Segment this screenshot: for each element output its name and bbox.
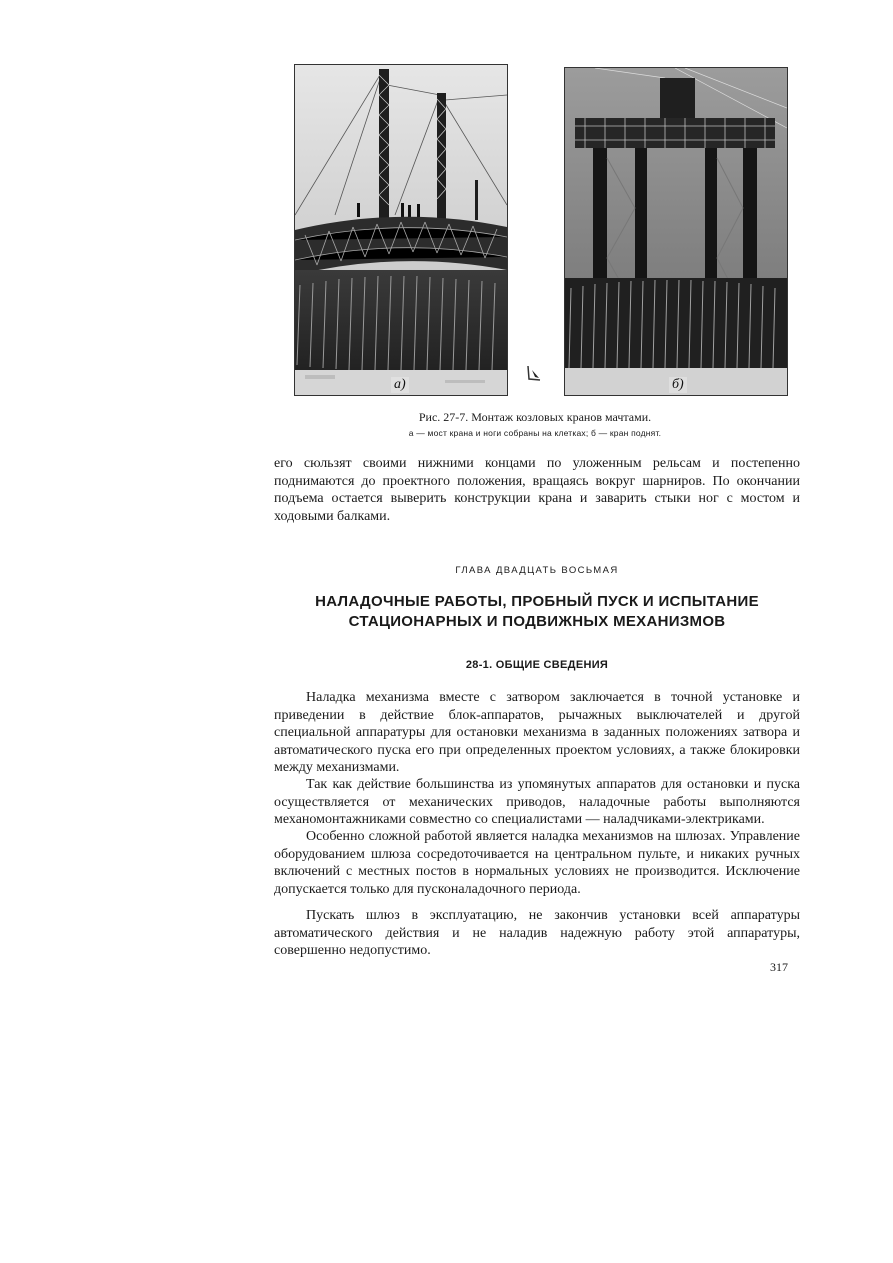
photo-a (294, 64, 508, 396)
raised-crane-photo (565, 68, 787, 395)
crane-assembly-photo (295, 65, 507, 395)
paragraph-3: Особенно сложной работой является наладка механизмов на шлюзах. Управление оборудованием шлюза сосредоточивается на центральном пульте, и никаких ручных включений с местных постов в нормальных условиях не производится. Исключение допускается только для пусконаладочного периода. (274, 829, 800, 897)
paragraph-4: Пускать шлюз в эксплуатацию, не закончив установки всей аппаратуры автоматического действия и не наладив надежную работу этой аппаратуры, совершенно недопустимо. (274, 908, 800, 958)
text-continuation: его сюльзят своими нижними концами по уложенным рельсам и постепенно поднимаются до проектного положения, вращаясь вокруг шарниров. По окончании подъема остается выверить конструкции крана и заварить стыки ног с мостом и ходовыми балками. (274, 456, 800, 524)
scan-mark-icon (526, 364, 542, 382)
figure-legend: а — мост крана и ноги собраны на клетках; б — кран поднят. (408, 428, 662, 438)
figure-caption: Рис. 27-7. Монтаж козловых кранов мачтами. (418, 410, 652, 424)
photo-b-label: б) (669, 377, 687, 393)
chapter-title-line-2: СТАЦИОНАРНЫХ И ПОДВИЖНЫХ МЕХАНИЗМОВ (348, 613, 726, 630)
photo-a-label: а) (391, 377, 409, 393)
chapter-title-line-1: НАЛАДОЧНЫЕ РАБОТЫ, ПРОБНЫЙ ПУСК И ИСПЫТАНИЕ (315, 593, 759, 610)
chapter-label: ГЛАВА ДВАДЦАТЬ ВОСЬМАЯ (455, 565, 619, 576)
page-number: 317 (770, 960, 788, 974)
photo-b (564, 67, 788, 396)
section-title: 28-1. ОБЩИЕ СВЕДЕНИЯ (465, 659, 609, 671)
chapter-title (274, 592, 800, 632)
paragraph-1: Наладка механизма вместе с затвором заключается в точной установке и приведении в действие блок-аппаратов, рычажных выключателей и другой специальной аппаратуры для остановки механизма в заданных положениях затвора и автоматического пуска его при определенных проектом условиях, а также блокировки между механизмами. (274, 690, 800, 775)
paragraph-2: Так как действие большинства из упомянутых аппаратов для остановки и пуска осуществляется от механических приводов, наладочные работы выполняются механомонтажниками совместно со специалистами — наладчиками-электриками. (274, 777, 800, 827)
